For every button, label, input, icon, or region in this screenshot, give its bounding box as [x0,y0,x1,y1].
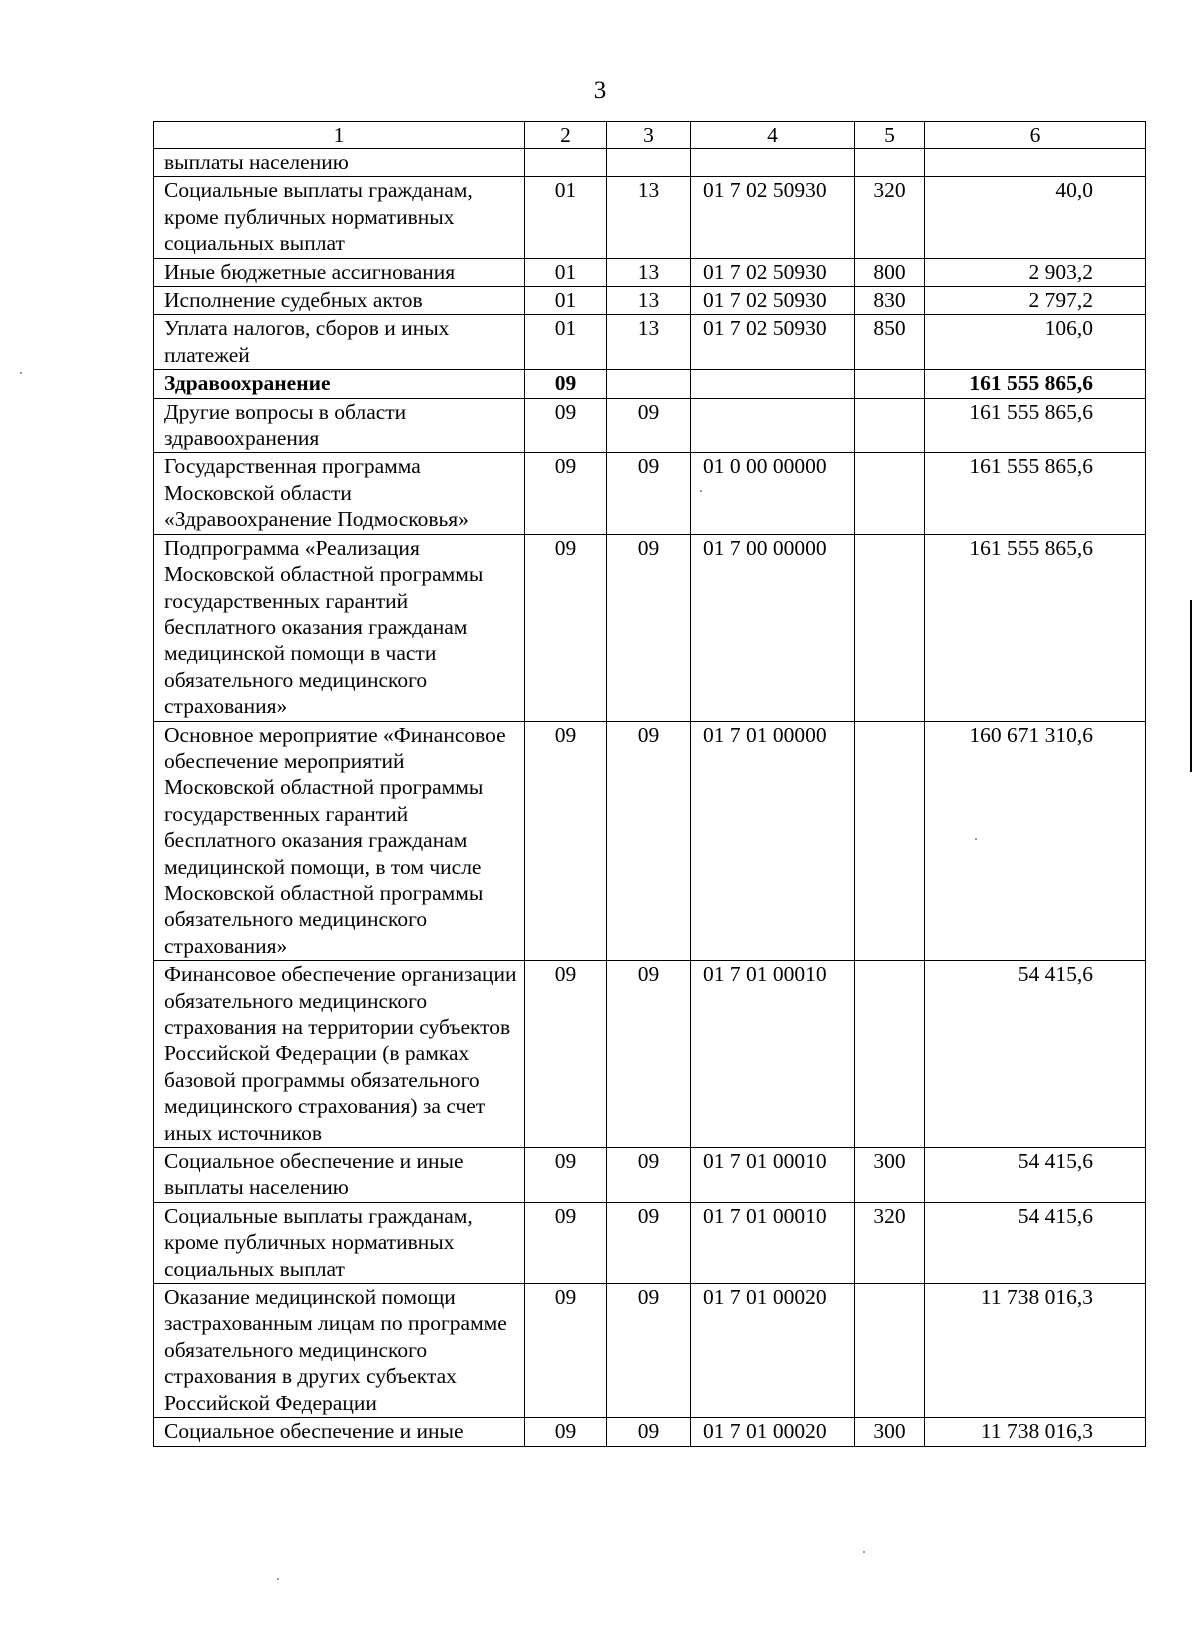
target-article-cell: 01 7 02 50930 [691,315,855,370]
amount-cell: 11 738 016,3 [925,1284,1146,1418]
row-name-cell: Здравоохранение [154,370,525,398]
amount-cell [925,149,1146,177]
table-row [154,258,1146,286]
scan-speck [863,1551,865,1553]
subsection-code-cell: 09 [607,1202,691,1283]
expense-type-cell [855,961,925,1148]
table-row [154,177,1146,258]
section-code-cell: 09 [525,370,607,398]
expense-type-cell [855,721,925,961]
subsection-code-cell [607,370,691,398]
amount-cell: 161 555 865,6 [925,534,1146,721]
row-name-cell: Оказание медицинской помощи застрахованным лицам по программе обязательного медицинского страхования в других субъектах Российской Федерации [154,1284,525,1418]
subsection-code-cell: 09 [607,398,691,453]
row-name-cell: Основное мероприятие «Финансовое обеспечение мероприятий Московской областной программы государственных гарантий бесплатного оказания гражданам медицинской помощи, в том числе Московской областной программы обязательного медицинского страхования» [154,721,525,961]
table-row [154,1284,1146,1418]
expense-type-cell [855,1284,925,1418]
column-header-2: 2 [525,122,607,149]
table-row [154,1202,1146,1283]
amount-cell: 11 738 016,3 [925,1418,1146,1446]
expense-type-cell: 800 [855,258,925,286]
section-code-cell: 09 [525,398,607,453]
target-article-cell: 01 7 01 00000 [691,721,855,961]
amount-cell: 161 555 865,6 [925,398,1146,453]
subsection-code-cell: 09 [607,534,691,721]
target-article-cell [691,149,855,177]
target-article-cell: 01 7 00 00000 [691,534,855,721]
expense-type-cell [855,398,925,453]
expense-type-cell [855,453,925,534]
section-code-cell: 09 [525,1284,607,1418]
column-header-1: 1 [154,122,525,149]
row-name-cell: Социальное обеспечение и иные выплаты населению [154,1148,525,1203]
page-number: 3 [593,77,607,104]
table-row [154,370,1146,398]
target-article-cell: 01 7 01 00010 [691,961,855,1148]
row-name-cell: Финансовое обеспечение организации обязательного медицинского страхования на территории субъектов Российской Федерации (в рамках базовой программы обязательного медицинского страхования) за счет иных источников [154,961,525,1148]
table-row [154,287,1146,315]
row-name-cell: Социальные выплаты гражданам, кроме публичных нормативных социальных выплат [154,177,525,258]
section-code-cell: 09 [525,1418,607,1446]
row-name-cell: выплаты населению [154,149,525,177]
table-row [154,534,1146,721]
section-code-cell: 09 [525,1202,607,1283]
row-name-cell: Государственная программа Московской области «Здравоохранение Подмосковья» [154,453,525,534]
expense-type-cell: 300 [855,1148,925,1203]
subsection-code-cell: 09 [607,453,691,534]
section-code-cell: 01 [525,315,607,370]
expense-type-cell: 320 [855,1202,925,1283]
expense-type-cell: 320 [855,177,925,258]
column-header-3: 3 [607,122,691,149]
section-code-cell [525,149,607,177]
section-code-cell: 09 [525,1148,607,1203]
scan-edge-mark [1190,600,1192,772]
section-code-cell: 01 [525,258,607,286]
target-article-cell: 01 7 01 00010 [691,1202,855,1283]
column-header-5: 5 [855,122,925,149]
table-row [154,1148,1146,1203]
expense-type-cell: 830 [855,287,925,315]
target-article-cell [691,398,855,453]
table-row [154,315,1146,370]
target-article-cell: 01 0 00 00000 [691,453,855,534]
target-article-cell: 01 7 01 00020 [691,1284,855,1418]
section-code-cell: 09 [525,721,607,961]
amount-cell: 161 555 865,6 [925,453,1146,534]
amount-cell: 40,0 [925,177,1146,258]
target-article-cell [691,370,855,398]
amount-cell: 2 797,2 [925,287,1146,315]
expense-type-cell: 300 [855,1418,925,1446]
row-name-cell: Исполнение судебных актов [154,287,525,315]
target-article-cell: 01 7 01 00020 [691,1418,855,1446]
amount-cell: 161 555 865,6 [925,370,1146,398]
subsection-code-cell: 13 [607,315,691,370]
row-name-cell: Уплата налогов, сборов и иных платежей [154,315,525,370]
table-row [154,453,1146,534]
subsection-code-cell: 09 [607,1148,691,1203]
subsection-code-cell: 09 [607,721,691,961]
expense-type-cell [855,149,925,177]
amount-cell: 54 415,6 [925,1202,1146,1283]
column-header-4: 4 [691,122,855,149]
subsection-code-cell: 13 [607,287,691,315]
subsection-code-cell: 09 [607,1284,691,1418]
target-article-cell: 01 7 02 50930 [691,258,855,286]
section-code-cell: 09 [525,961,607,1148]
amount-cell: 54 415,6 [925,961,1146,1148]
scan-speck [20,372,22,374]
table-row [154,961,1146,1148]
amount-cell: 160 671 310,6 [925,721,1146,961]
section-code-cell: 09 [525,534,607,721]
scan-speck [700,490,702,492]
row-name-cell: Другие вопросы в области здравоохранения [154,398,525,453]
expense-type-cell [855,534,925,721]
expense-type-cell: 850 [855,315,925,370]
subsection-code-cell: 13 [607,177,691,258]
subsection-code-cell: 13 [607,258,691,286]
row-name-cell: Социальное обеспечение и иные [154,1418,525,1446]
row-name-cell: Подпрограмма «Реализация Московской областной программы государственных гарантий бесплатного оказания гражданам медицинской помощи в части обязательного медицинского страхования» [154,534,525,721]
section-code-cell: 01 [525,287,607,315]
row-name-cell: Социальные выплаты гражданам, кроме публичных нормативных социальных выплат [154,1202,525,1283]
target-article-cell: 01 7 01 00010 [691,1148,855,1203]
column-header-6: 6 [925,122,1146,149]
scan-speck [277,1578,279,1580]
subsection-code-cell: 09 [607,1418,691,1446]
section-code-cell: 01 [525,177,607,258]
scan-speck [975,838,977,840]
table-header-row [154,122,1146,149]
table-row [154,721,1146,961]
amount-cell: 54 415,6 [925,1148,1146,1203]
table-row [154,398,1146,453]
target-article-cell: 01 7 02 50930 [691,177,855,258]
target-article-cell: 01 7 02 50930 [691,287,855,315]
subsection-code-cell: 09 [607,961,691,1148]
subsection-code-cell [607,149,691,177]
table-row [154,149,1146,177]
amount-cell: 106,0 [925,315,1146,370]
budget-table [153,121,1146,1447]
amount-cell: 2 903,2 [925,258,1146,286]
table-row [154,1418,1146,1446]
expense-type-cell [855,370,925,398]
row-name-cell: Иные бюджетные ассигнования [154,258,525,286]
section-code-cell: 09 [525,453,607,534]
